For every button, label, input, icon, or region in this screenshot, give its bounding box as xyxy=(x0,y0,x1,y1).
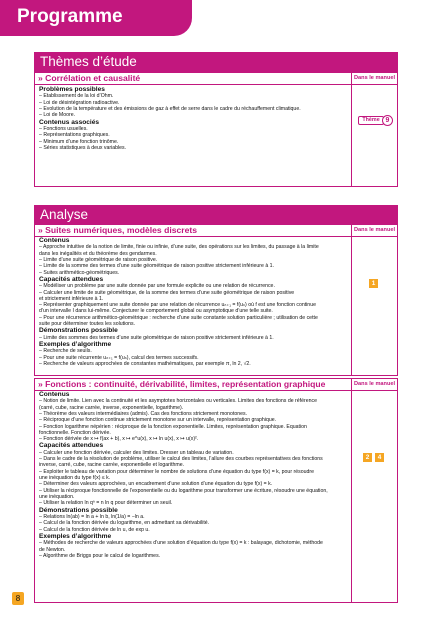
content-line: – Modéliser un problème par une suite donnée par une formule explicite ou une relation de récurrence. xyxy=(39,283,275,290)
suites-box xyxy=(34,224,398,376)
content-line: – Méthodes de recherche de valeurs approchées d’une solution d’équation du type f(x) = k : balayage, dichotomie, méthode xyxy=(39,540,323,547)
content-line: – Séries statistiques à deux variables. xyxy=(39,144,127,151)
column-divider xyxy=(351,73,352,186)
content-line: – Évolution de la température et des émissions de gaz à effet de serre dans le cadre du réchauffement climatique. xyxy=(39,106,301,112)
content-line: – Établissement de la loi d’Ohm. xyxy=(39,93,114,100)
content-line: – Déterminer des valeurs approchées, un encadrement d’une solution d’une équation du type f(x) = k. xyxy=(39,481,273,488)
content-line: – Dans le cadre de la résolution de problème, utiliser le calcul des limites, l’allure des courbes représentatives des fonctions xyxy=(39,456,323,463)
correlation-content xyxy=(39,86,347,151)
manual-column-label: Dans le manuel xyxy=(354,75,396,81)
content-line: – Calcul de la fonction dérivée du logarithme, en admettant sa dérivabilité. xyxy=(39,520,210,527)
content-heading: Capacités attendues xyxy=(39,275,104,283)
content-line: suite pour déterminer toutes les solutions. xyxy=(39,321,136,328)
subsection-header-correlation xyxy=(35,73,397,85)
content-heading: Exemples d’algorithme xyxy=(39,532,112,540)
content-line: – Utiliser la réciproque fonctionnelle de l’exponentielle ou du logarithme pour transformer une écriture, résoudre une équation, xyxy=(39,487,328,494)
content-line: – Recherche de seuils. xyxy=(39,348,92,355)
content-line: une inéquation du type f(x) ≤ k. xyxy=(39,475,111,482)
content-line: – Fonctions usuelles. xyxy=(39,126,88,132)
chapter-badge-1[interactable]: 1 xyxy=(369,279,378,288)
content-line: – Loi de Moore. xyxy=(39,112,76,119)
content-line: – Suites arithmético-géométriques. xyxy=(39,269,120,276)
content-line: d’un intervalle I dans lui-même. Conjecturer le comportement global ou asymptotique d’une telle suite. xyxy=(39,308,273,315)
content-line: – Relations ln(ab) = ln a + ln b, ln(1/a) = −ln a. xyxy=(39,513,145,520)
chapter-badge-2[interactable]: 2 xyxy=(363,453,372,462)
content-line: – Notion de limite. Lien avec la continuité et les asymptotes horizontales ou verticales. Limites des fonctions de référence xyxy=(39,398,317,405)
content-heading: Contenus associés xyxy=(39,118,100,126)
content-line: – Loi de désintégration radioactive. xyxy=(39,99,120,106)
fonctions-box xyxy=(34,378,398,603)
content-line: une inéquation. xyxy=(39,493,75,500)
content-line: dans les inégalités et du théorème des gendarmes. xyxy=(39,250,157,257)
content-line: – Exploiter le tableau de variation pour déterminer le nombre de solutions d’une équation du type f(x) = k, pour résoudre xyxy=(39,468,314,475)
content-line: – Théorème des valeurs intermédiaires (admis). Cas des fonctions strictement monotones. xyxy=(39,411,248,417)
theme-badge-number: 9 xyxy=(382,115,393,126)
theme-badge-label: Thème xyxy=(358,116,384,125)
content-line: – Approche intuitive de la notion de limite, finie ou infinie, d’une suite, des opérations sur les limites, du passage à la limite xyxy=(39,244,319,251)
chapter-badge-4[interactable]: 4 xyxy=(375,453,384,462)
content-line: – Algorithme de Briggs pour le calcul de logarithmes. xyxy=(39,552,161,559)
content-line: (carré, cube, racine carrée, inverse, exponentielle, logarithme). xyxy=(39,404,184,411)
content-line: fonctionnelle. Fonction dérivée. xyxy=(39,429,111,436)
page-title: Programme xyxy=(17,6,123,27)
content-heading: Problèmes possibles xyxy=(39,86,105,93)
content-line: – Limite de la somme des termes d’une suite géométrique de raison positive strictement inférieure à 1. xyxy=(39,263,274,270)
manual-column-label: Dans le manuel xyxy=(354,381,396,387)
content-line: – Fonction dérivée de x ↦ f(ax + b), x ↦ e^u(x), x ↦ ln u(x), x ↦ u(x)². xyxy=(39,436,199,443)
content-heading: Capacités attendues xyxy=(39,442,104,450)
content-line: – Utiliser la relation ln qⁿ = n ln q pour déterminer un seuil. xyxy=(39,500,173,507)
analyse-section-title: Analyse xyxy=(34,205,398,225)
content-heading: Démonstrations possible xyxy=(39,506,118,514)
content-line: – Calculer une limite de suite géométrique, de la somme des termes d’une suite géométrique de raison positive xyxy=(39,289,295,296)
content-heading: Exemples d’algorithme xyxy=(39,341,112,349)
content-line: – Limite des sommes des termes d’une suite géométrique de raison positive strictement inférieure à 1. xyxy=(39,334,274,341)
programme-banner xyxy=(0,0,192,36)
themes-box xyxy=(34,72,398,187)
content-heading: Contenus xyxy=(39,237,70,244)
content-line: – Calculer une fonction dérivée, calculer des limites. Dresser un tableau de variation. xyxy=(39,449,234,456)
fonctions-content xyxy=(39,391,347,559)
subsection-title-suites: » Suites numériques, modèles discrets xyxy=(38,225,198,235)
content-heading: Démonstrations possible xyxy=(39,327,118,335)
content-heading: Contenus xyxy=(39,391,70,398)
content-line: – Minimum d’une fonction trinôme. xyxy=(39,138,119,145)
suites-content xyxy=(39,237,347,367)
content-line: – Recherche de valeurs approchées de constantes mathématiques, par exemple π, ln 2, √2. xyxy=(39,361,251,368)
content-line: – Pour une récurrence arithmético-géométrique : recherche d’une suite constante solution particulière ; utilisation de cette xyxy=(39,314,318,321)
content-line: – Représenter graphiquement une suite donnée par une relation de récurrence uₙ₊₁ = f(uₙ) où f est une fonction continue xyxy=(39,302,316,309)
content-line: et strictement inférieure à 1. xyxy=(39,295,104,302)
column-divider xyxy=(351,225,352,375)
content-line: – Limite d’une suite géométrique de raison positive. xyxy=(39,257,158,263)
page-number: 8 xyxy=(12,592,24,605)
subsection-header-suites xyxy=(35,225,397,237)
subsection-title-fonctions: » Fonctions : continuité, dérivabilité, limites, représentation graphique xyxy=(38,379,326,389)
content-line: de Newton. xyxy=(39,546,66,553)
theme-badge[interactable] xyxy=(358,115,396,126)
subsection-header-fonctions xyxy=(35,379,397,391)
content-line: – Pour une suite récurrente uₙ₊₁ = f(uₙ), calcul des termes successifs. xyxy=(39,354,199,361)
column-divider xyxy=(351,379,352,602)
content-line: – Représentations graphiques. xyxy=(39,132,110,139)
subsection-title-correlation: » Corrélation et causalité xyxy=(38,73,141,83)
content-line: – Calcul de la fonction dérivée de ln u, de exp u. xyxy=(39,526,150,533)
content-line: inverse, carré, cube, racine carrée, exponentielle et logarithme. xyxy=(39,462,185,469)
content-line: – Fonction logarithme népérien : réciproque de la fonction exponentielle. Limites, représentation graphique. Équation xyxy=(39,423,307,430)
content-line: – Réciproque d’une fonction continue strictement monotone sur un intervalle, représentation graphique. xyxy=(39,417,277,424)
manual-column-label: Dans le manuel xyxy=(354,227,396,233)
themes-section-title: Thèmes d’étude xyxy=(34,52,398,72)
